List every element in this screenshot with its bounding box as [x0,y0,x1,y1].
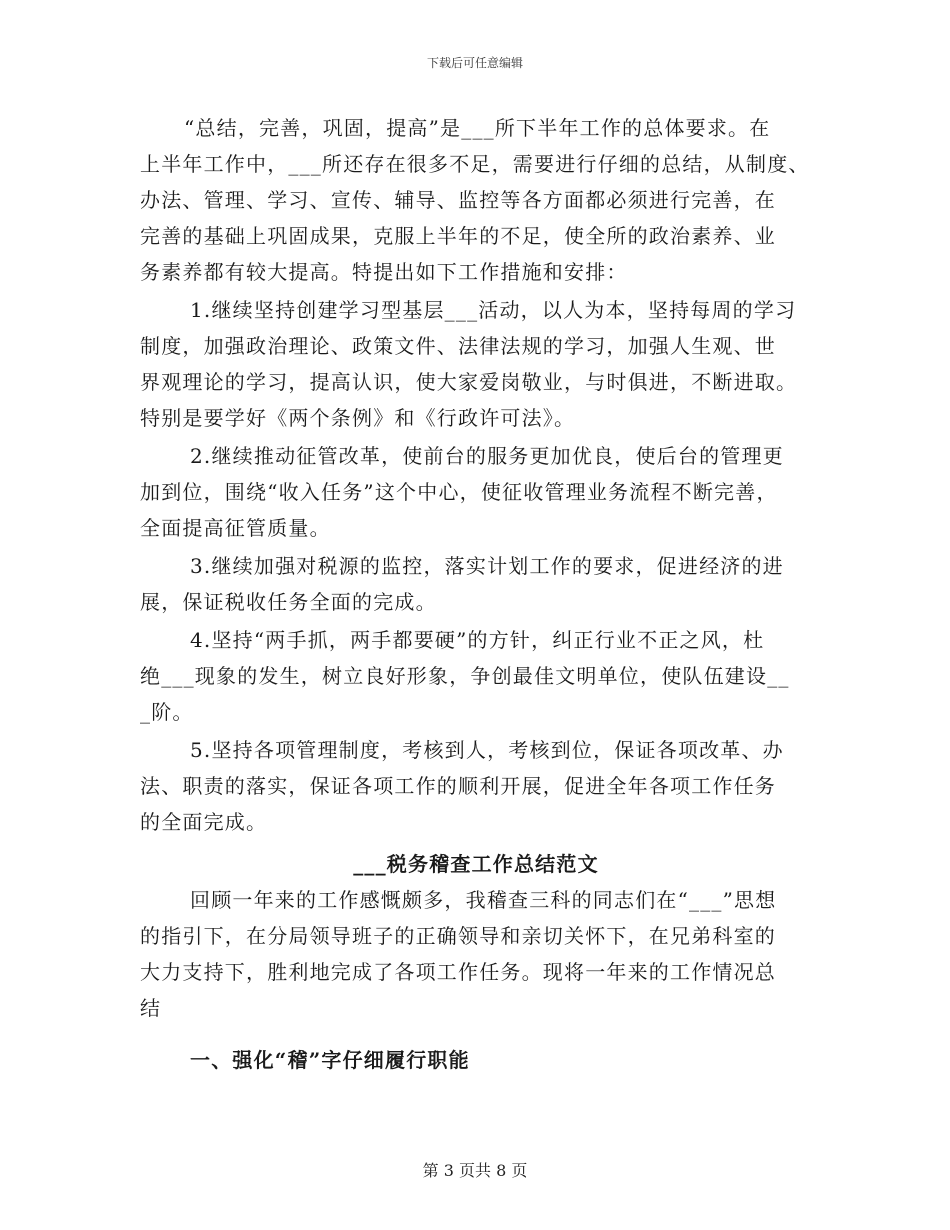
text-line: 3.继续加强对税源的监控，落实计划工作的要求，促进经济的进 [190,554,784,578]
text-line: 展，保证税收任务全面的完成。 [140,590,437,614]
section-heading: 一、强化“稽”字仔细履行职能 [190,1048,470,1072]
text-line: 的指引下，在分局领导班子的正确领导和亲切关怀下，在兄弟科室的 [140,924,776,948]
text-line: _阶。 [140,700,194,724]
text-line: 办法、管理、学习、宣传、辅导、监控等各方面都必须进行完善，在 [140,188,776,212]
paragraph-intro [140,882,812,1026]
text-line: 加到位，围绕“收入任务”这个中心，使征收管理业务流程不断完善， [140,480,778,504]
text-line: 务素养都有较大提高。特提出如下工作措施和安排： [140,260,628,284]
text-line: “总结，完善，巩固，提高”是___所下半年工作的总体要求。在 [184,116,771,140]
paragraph-item-3 [140,548,812,620]
text-line: 制度，加强政治理论、政策文件、法律法规的学习，加强人生观、世 [140,334,776,358]
text-line: 特别是要学好《两个条例》和《行政许可法》。 [140,406,576,430]
text-line: 回顾一年来的工作感慨颇多，我稽查三科的同志们在“___”思想 [190,888,777,912]
text-line: 上半年工作中，___所还存在很多不足，需要进行仔细的总结，从制度、 [140,152,810,176]
page-number: 第 3 页共 8 页 [422,1161,528,1180]
paragraph-item-5 [140,732,812,840]
text-line: 大力支持下，胜利地完成了各项工作任务。现将一年来的工作情况总 [140,960,776,984]
text-line: 结 [140,996,162,1020]
text-line: 绝___现象的发生，树立良好形象，争创最佳文明单位，使队伍建设__ [140,664,790,688]
paragraph-item-4 [140,622,812,730]
text-line: 的全面完成。 [140,810,268,834]
text-line: 1.继续坚持创建学习型基层___活动，以人为本，坚持每周的学习 [190,298,797,322]
text-line: 2.继续推动征管改革，使前台的服务更加优良，使后台的管理更 [190,444,784,468]
page-header: 下载后可任意编辑 [426,56,523,70]
text-line: 全面提高征管质量。 [140,516,331,540]
paragraph-item-1 [140,292,812,436]
text-line: 5.坚持各项管理制度，考核到人，考核到位，保证各项改革、办 [190,738,784,762]
text-line: 4.坚持“两手抓，两手都要硬”的方针，纠正行业不正之风，杜 [190,628,765,652]
text-line: 完善的基础上巩固成果，克服上半年的不足，使全所的政治素养、业 [140,224,776,248]
paragraph-overview [140,110,812,290]
text-line: 界观理论的学习，提高认识，使大家爱岗敬业，与时俱进，不断进取。 [140,370,798,394]
document-body [140,110,812,1078]
paragraph-item-2 [140,438,812,546]
text-line: 法、职责的落实，保证各项工作的顺利开展，促进全年各项工作任务 [140,774,776,798]
document-title: ___税务稽查工作总结范文 [353,852,599,876]
